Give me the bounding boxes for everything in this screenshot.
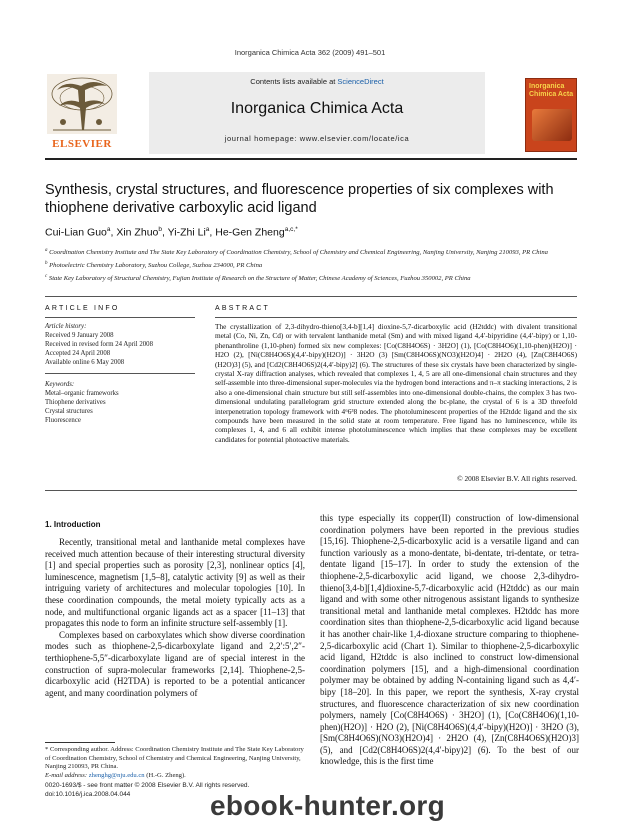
journal-header-box	[149, 72, 485, 154]
publisher-name: ELSEVIER	[52, 138, 112, 150]
journal-homepage-link[interactable]: journal homepage: www.elsevier.com/locate/ica	[224, 134, 410, 143]
watermark: ebook-hunter.org	[210, 790, 446, 821]
article-history	[45, 322, 195, 367]
affiliation	[45, 246, 577, 257]
article-info-heading: ARTICLE INFO	[45, 305, 120, 312]
keyword[interactable]: Thiophene derivatives	[45, 399, 106, 406]
journal-name: Inorganica Chimica Acta	[230, 100, 404, 117]
keywords	[45, 380, 195, 425]
affiliation-text: State Key Laboratory of Structural Chemistry, Fujian Institute of Research on the Structure of Matter, Chinese Academy of Sciences, Fuzhou 350002, PR China	[48, 275, 471, 283]
affiliation-text: Coordination Chemistry Institute and The State Key Laboratory of Coordination Chemistry, School of Chemistry and Chemical Engineering, Nanjing University, Nanjing 210093, PR China	[49, 249, 548, 257]
keyword[interactable]: Metal–organic frameworks	[45, 390, 119, 397]
running-head: Inorganica Chimica Acta 362 (2009) 491–501	[234, 48, 386, 57]
article-title: Synthesis, crystal structures, and fluorescence properties of six complexes with thiophene derivative carboxylic acid ligand	[45, 182, 554, 216]
sciencedirect-link[interactable]: ScienceDirect	[337, 77, 384, 86]
history-item: Received 9 January 2008	[45, 332, 114, 339]
keyword[interactable]: Crystal structures	[45, 408, 93, 415]
body-paragraph: Complexes based on carboxylates which show diverse coordination modes such as thiophene-2,5-dicarboxylate ligand and 2,2′:5′,2″-terthiophene-5,5″-dicarboxylate ligand are of special interest in the construction of supra-molecular frameworks [2,14]. Thiophene-2,5-dicarboxylic acid (H2TDA) is reported to be a potential anticancer agent, and many coordination polymers of	[45, 629, 305, 698]
corresponding-author-note: * Corresponding author. Address: Coordination Chemistry Institute and The State Key Laboratory of Coordination Chemistry, School of Chemistry and Chemical Engineering, Nanjing University, Nanjing 210093, PR China.	[45, 746, 304, 770]
abstract-heading: ABSTRACT	[215, 305, 270, 312]
body-column-right	[320, 513, 579, 768]
footnote-rule	[45, 742, 115, 743]
issn-line: 0020-1693/$ - see front matter © 2008 Elsevier B.V. All rights reserved.	[45, 782, 250, 789]
introduction-heading: 1. Introduction	[45, 520, 101, 529]
affiliations	[45, 246, 577, 286]
author-list: Cui-Lian Guo$^a$, Xin Zhuo$^b$, Yi-Zhi Li$^a$, He-Gen Zheng$^{a,c,*}$	[45, 226, 298, 239]
info-divider	[45, 373, 195, 374]
abstract-rule	[215, 317, 577, 318]
article-info	[45, 322, 195, 431]
email-suffix: (H.-G. Zheng).	[144, 771, 186, 779]
info-rule	[45, 317, 195, 318]
author-affiliation-mark: b	[158, 226, 162, 233]
author-name[interactable]: Yi-Zhi Li	[167, 226, 206, 239]
cover-art	[532, 109, 572, 141]
author-affiliation-mark: a	[205, 226, 210, 233]
affiliation-mark: b	[45, 261, 48, 267]
journal-masthead	[45, 72, 577, 154]
author-name[interactable]: He-Gen Zheng	[215, 226, 285, 239]
copyright-notice: © 2008 Elsevier B.V. All rights reserved.	[457, 474, 577, 483]
masthead-divider	[45, 158, 577, 160]
cover-title: Inorganica Chimica Acta	[529, 83, 574, 98]
body-paragraph: Recently, transitional metal and lanthanide metal complexes have received much attention because of their interesting structural diversity [1] and special properties such as porosity [2,3], nonlinear optics [4], luminescence, magnetism [1,5–8], catalytic activity [9] as well as their intriguing variety of architectures and molecular topologies [10]. In these coordination compounds, the metal moiety typically acts as a node, and multifunctional organic ligands act as a spacer [11–13] that propagates this node to form an infinite structure self-assembly [1].	[45, 537, 305, 629]
contents-prefix: Contents lists available at	[250, 77, 338, 86]
footnote	[45, 746, 307, 780]
history-item: Available online 6 May 2008	[45, 359, 125, 366]
abstract-text: The crystallization of 2,3-dihydro-thieno[3,4-b][1,4] dioxine-5,7-dicarboxylic acid (H2tddc) with divalent transitional metal (Co, Ni, Zn, Cd) or with tervalent lanthanide metal (Sm) and with mixed ligand 4,4′-bipyridine (4,4′-bipy) or 1,10-phenanthroline (1,10-phen) formed six new complexes: [Co(C8H4O6S) · 3H2O] (1), [Co(C8H4O6)(1,10-phen)(H2O)] · H2O (2), [Ni(C8H4O6S)(4,4′-bipy)(H2O)] · 3H2O (3) [Sm(C8H4O6S)(NO3)(H2O)4] · 2H2O (4), [Zn(C8H4O6S)(H2O)3] (5), and [Cd2(C8H4O6S)2(4,4′-bipy)2] (6). The structures of these six crystals have been characterized by single-crystal X-ray diffraction analyses, which revealed that complexes 1, 4, 5 are all one-dimensional chain structures and they self-assemble into three-dimensional super-molecules via the hydrogen bond interactions and π–π stacking interactions, 2 is also a one-dimensional chain structure but still self-assembles into one-dimensional double-chains, the complex 3 has two-dimensional undulating parallelogram grid structure extended along the bc-plane, the crystal of 6 is a 3D threefold interpenetration topology framework with 4⁶6³8 nodes. The photoluminescent properties of the H2tddc ligand and the six compounds have been measured in the solid state at room temperature. Free ligand has no luminescence, while its complexes 1, 4, and 6 all exhibit intense photoluminescence which implies that these complexes may be excellent candidates for potential photoactive materials.	[215, 322, 577, 444]
author-name[interactable]: Cui-Lian Guo	[45, 226, 107, 239]
history-label: Article history:	[45, 323, 87, 330]
keyword[interactable]: Fluorescence	[45, 417, 81, 424]
affiliation	[45, 272, 577, 283]
author-affiliation-mark: a	[106, 226, 111, 233]
history-item: Received in revised form 24 April 2008	[45, 341, 153, 348]
body-paragraph: this type especially its copper(II) construction of low-dimensional coordination polymers have been reported in the previous studies [15,16]. Thiophene-2,5-dicarboxylic acid is a versatile ligand and can function variously as a mono-dentate, bi-dentate, tri-dentate, or tetra-dentate ligand [15–17]. In order to study the extension of the thiophene-2,5-dicarboxylic acid ligand, we choose 2,3-dihydro-thieno[3,4-b][1,4]dioxine-5,7-dicarboxylic acid (H2tddc) as our main ligand and with some other nitrogenous assistant ligands to synthesize transitional metal and lanthanide metal complexes. H2tddc has more coordination sites than thiophene-2,5-dicarboxylic acid ligand because it has another chair-like 1,4-dioxane structure comparing to thiophene-2,5-dicarboxylic acid (Chart 1). Similar to thiophene-2,5-dicarboxylic acid ligand, H2tddc is also inclined to construct low-dimensional coordination polymers [15], and a high-dimensional coordination polymer may be obtained by adding N-containing ligand such as 4,4′-bipy [18–20]. In this paper, we report the synthesis, X-ray crystal structures, and fluorescence characterization of six new coordination polymers, namely [Co(C8H4O6S) · 3H2O] (1), [Co(C8H4O6)(1,10-phen)(H2O)] · H2O (2), [Ni(C8H4O6S)(4,4′-bipy)(H2O)] · 3H2O (3), [Sm(C8H4O6S)(NO3)(H2O)4] · 2H2O (4), [Zn(C8H4O6S)(H2O)3] (5), and [Cd2(C8H4O6S)2(4,4′-bipy)2] (6). To the best of our knowledge, this is the first time	[320, 513, 579, 767]
affiliation	[45, 259, 577, 270]
doi-link[interactable]: doi:10.1016/j.ica.2008.04.044	[45, 790, 131, 798]
contents-line	[149, 77, 485, 86]
email-line	[45, 772, 307, 781]
email-link[interactable]: zhenghg@nju.edu.cn	[88, 771, 145, 779]
affiliation-mark: c	[45, 274, 48, 280]
author-name[interactable]: Xin Zhuo	[116, 226, 159, 239]
affiliation-mark: a	[45, 248, 48, 253]
author-affiliation-mark: a,c,*	[284, 226, 298, 233]
body-column-left	[45, 537, 305, 699]
affiliation-text: Photoelectric Chemistry Laboratory, Suzhou College, Suzhou 234000, PR China	[49, 262, 263, 270]
section-divider	[45, 296, 577, 297]
history-item: Accepted 24 April 2008	[45, 350, 111, 357]
email-label: E-mail address:	[45, 771, 89, 779]
journal-cover-image	[525, 78, 577, 152]
abstract-end-rule	[45, 490, 577, 491]
keywords-label: Keywords:	[45, 381, 75, 388]
